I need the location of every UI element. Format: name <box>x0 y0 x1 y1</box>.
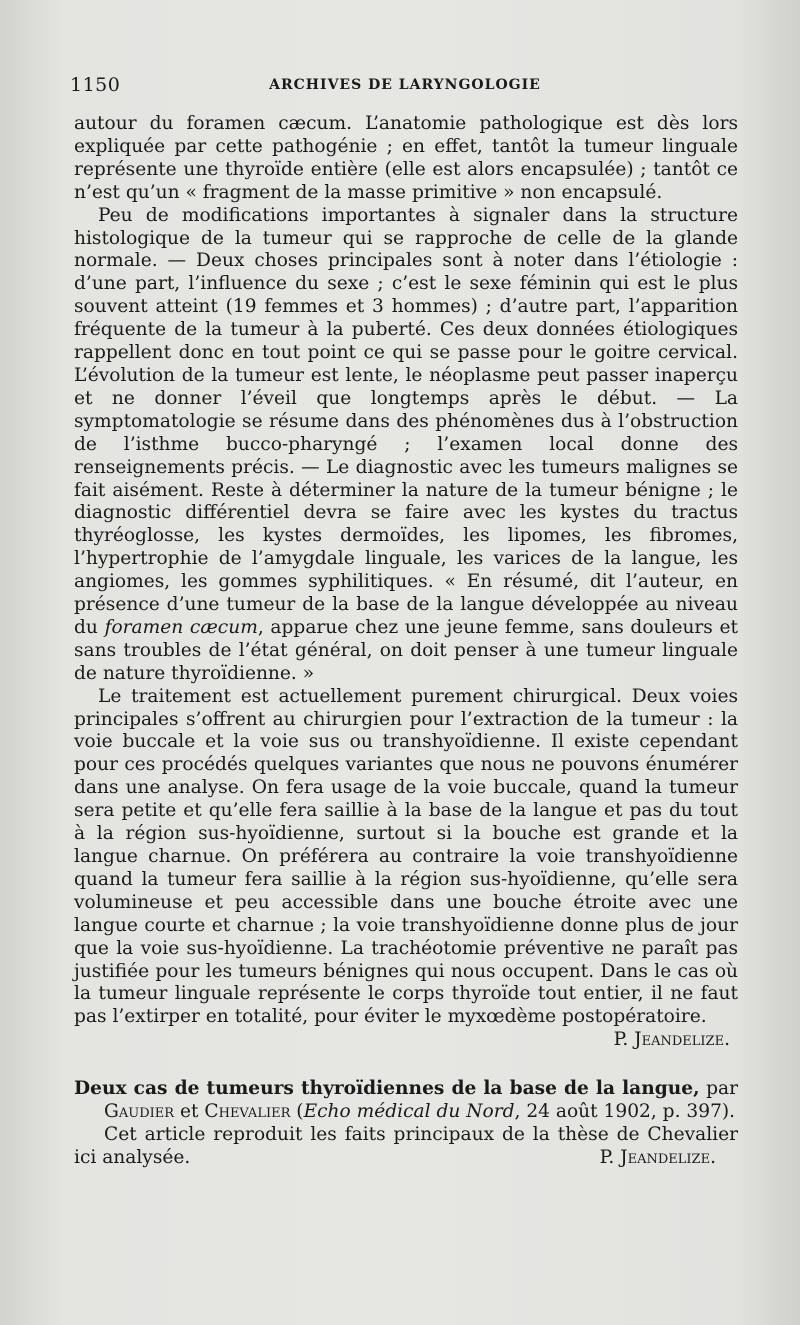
italic-term: foramen cæcum <box>104 616 258 638</box>
body-text <box>74 113 738 1170</box>
author-name: Gaudier <box>104 1101 175 1123</box>
entry-source-open: ( <box>296 1101 304 1123</box>
entry-heading <box>74 1078 738 1124</box>
entry-date: , 24 août 1902, p. 397). <box>514 1101 736 1123</box>
journal-name: Echo médical du Nord <box>303 1101 515 1123</box>
bibliographic-entry <box>74 1078 738 1170</box>
author-name: Chevalier <box>204 1101 291 1123</box>
entry-title: Deux cas de tumeurs thyroïdiennes de la base de la langue, <box>74 1078 700 1100</box>
paragraph: Cet article reproduit les faits principaux de la thèse de Chevalier ici analysée. <box>74 1123 738 1168</box>
entry-and: et <box>179 1101 199 1123</box>
entry-by: par <box>706 1078 738 1100</box>
signature: P. Jeandelize. <box>599 1146 716 1168</box>
signature: P. Jeandelize. <box>613 1029 730 1051</box>
paragraph-text: Peu de modifications importantes à signaler dans la structure histologique de la tumeur qui se rapproche de celle de la glande normale. — Deux choses principales sont à noter dans l’étiologie : d’une part, l’influence du sexe ; c’est le sexe féminin qui est le plus souvent atteint (19 femmes et 3 hommes) ; d’autre part, l’apparition fréquente de la tumeur à la puberté. Ces deux données étiologiques rappellent donc en tout point ce qui se passe pour le goitre cervical. L’évolution de la tumeur est lente, le néoplasme peut passer inaperçu et ne donner l’éveil que longtemps après le début. — La symptomatologie se résume dans des phénomènes dus à l’obstruction de l’isthme bucco-pharyngé ; l’examen local donne des renseignements précis. — Le diagnostic avec les tumeurs malignes se fait aisément. Reste à déterminer la nature de la tumeur bénigne ; le diagnostic différentiel devra se faire avec les kystes du tractus thyréoglosse, les kystes dermoïdes, les lipomes, les fibromes, l’hypertrophie de l’amygdale linguale, les varices de la langue, les angiomes, les gommes syphilitiques. « En résumé, dit l’auteur, en présence d’une tumeur de la base de la langue développée au niveau du <box>74 204 738 638</box>
paragraph: Le traitement est actuellement purement chirurgical. Deux voies principales s’offrent au chirurgien pour l’extraction de la tumeur : la voie buccale et la voie sus ou transhyoïdienne. Il existe cependant pour ces procédés quelques variantes que nous ne pouvons énumérer dans une analyse. On fera usage de la voie buccale, quand la tumeur sera petite et qu’elle fera saillie à la base de la langue et pas du tout à la région sus-hyoïdienne, surtout si la bouche est grande et la langue charnue. On préférera au contraire la voie transhyoïdienne quand la tumeur fera saillie à la région sus-hyoïdienne, qu’elle sera volumineuse et peu accessible dans une bouche étroite avec une langue courte et charnue ; la voie transhyoïdienne donne plus de jour que la voie sus-hyoïdienne. La trachéotomie préventive ne paraît pas justifiée pour les tumeurs bénignes qui nous occupent. Dans le cas où la tumeur linguale représente le corps thyroïde tout entier, il ne faut pas l’extirper en totalité, pour éviter le myxœdème postopératoire. <box>74 685 738 1028</box>
paragraph: autour du foramen cæcum. L’anatomie pathologique est dès lors expliquée par cette pathogénie ; en effet, tantôt la tumeur linguale représente une thyroïde entière (elle est alors encapsulée) ; tantôt ce n’est qu’un « fragment de la masse primitive » non encapsulé. <box>74 113 738 203</box>
running-head: ARCHIVES DE LARYNGOLOGIE <box>269 77 541 93</box>
page-number: 1150 <box>70 74 121 96</box>
page-header <box>70 70 740 100</box>
paragraph-text: , apparue chez une jeune femme, sans douleurs et sans troubles de l’état général, on doit penser à une tumeur linguale de nature thyroïdienne. » <box>74 616 739 684</box>
paragraph <box>74 205 738 686</box>
